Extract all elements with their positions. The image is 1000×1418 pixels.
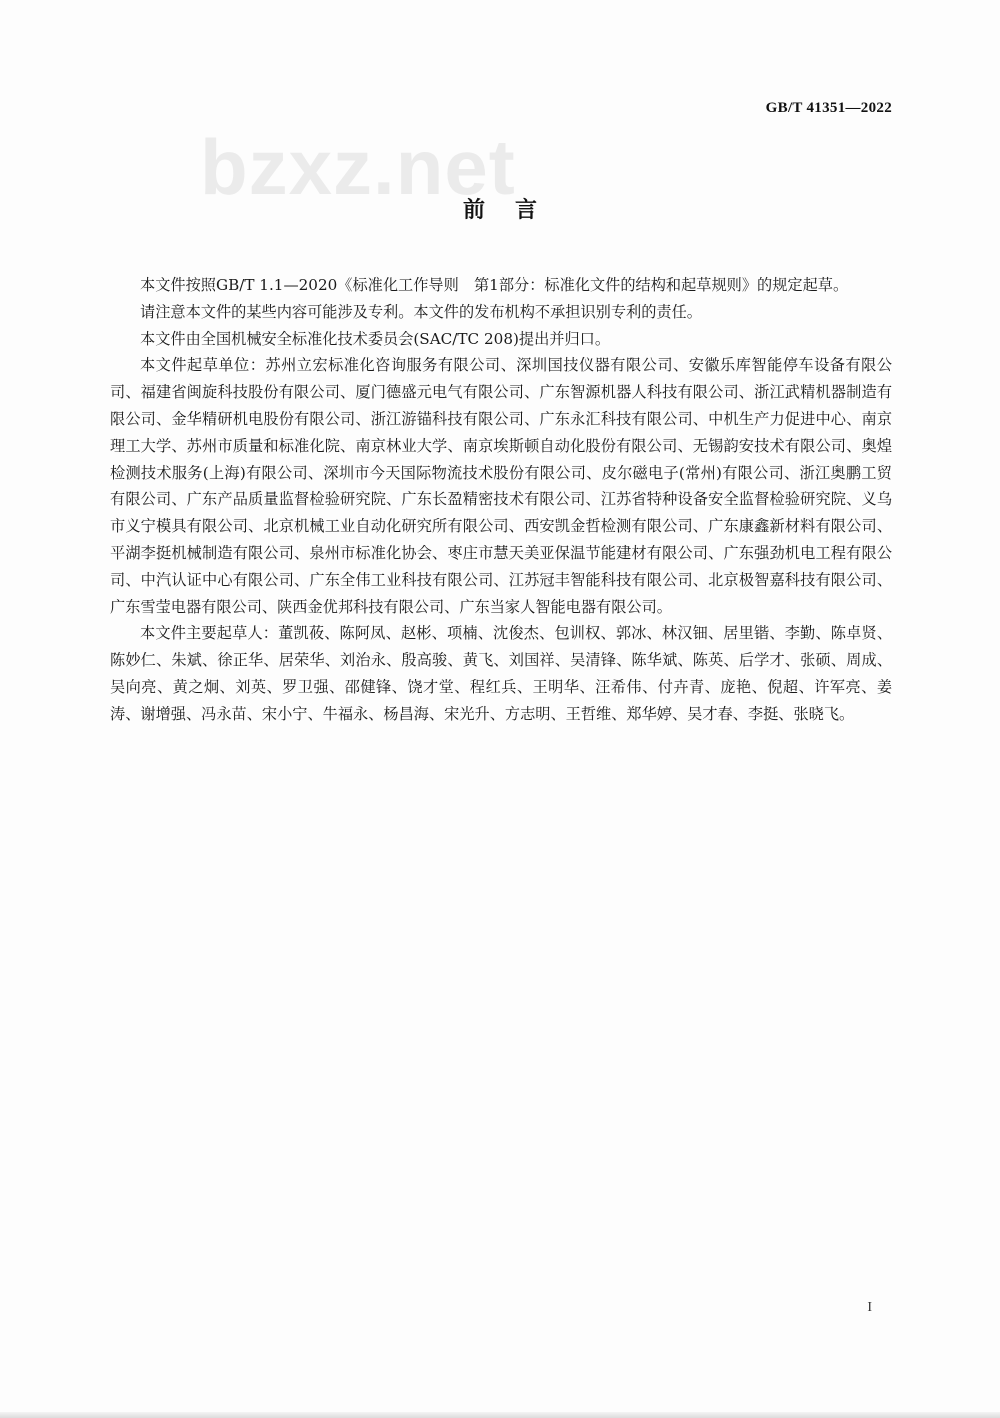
page-bottom-edge	[0, 1412, 1000, 1418]
watermark: bzxz.net	[200, 123, 516, 211]
standard-code: GB/T 41351—2022	[765, 100, 892, 116]
paragraph-patent-notice: 请注意本文件的某些内容可能涉及专利。本文件的发布机构不承担识别专利的责任。	[140, 302, 702, 321]
paragraph-drafting-units: 本文件起草单位：苏州立宏标准化咨询服务有限公司、深圳国技仪器有限公司、安徽乐库智能停车设备有限公司、福建省闽旋科技股份有限公司、厦门德盛元电气有限公司、广东智源机器人科技有限公司、浙江武精机器制造有限公司、金华精研机电股份有限公司、浙江游锚科技有限公司、广东永汇科技有限公司、中机生产力促进中心、南京理工大学、苏州市质量和标准化院、南京林业大学、南京埃斯顿自动化股份有限公司、无锡韵安技术有限公司、奥煌检测技术服务(上海)有限公司、深圳市今天国际物流技术股份有限公司、皮尔磁电子(常州)有限公司、浙江奥鹏工贸有限公司、广东产品质量监督检验研究院、广东长盈精密技术有限公司、江苏省特种设备安全监督检验研究院、义乌市义宁模具有限公司、北京机械工业自动化研究所有限公司、西安凯金哲检测有限公司、广东康鑫新材料有限公司、平湖李挺机械制造有限公司、泉州市标准化协会、枣庄市慧天美亚保温节能建材有限公司、广东强劲机电工程有限公司、中汽认证中心有限公司、广东全伟工业科技有限公司、江苏冠丰智能科技有限公司、北京极智嘉科技有限公司、广东雪莹电器有限公司、陕西金优邦科技有限公司、广东当家人智能电器有限公司。	[110, 356, 892, 616]
paragraph-proposer: 本文件由全国机械安全标准化技术委员会(SAC/TC 208)提出并归口。	[140, 329, 611, 348]
foreword-body	[110, 272, 892, 728]
paragraph-drafting-rules: 本文件按照GB/T 1.1—2020《标准化工作导则 第1部分：标准化文件的结构和起草规则》的规定起草。	[140, 276, 849, 294]
page-title: 前言	[462, 198, 567, 223]
paragraph-drafters: 本文件主要起草人：董凯莜、陈阿凤、赵彬、项楠、沈俊杰、包训权、郭冰、林汉钿、居里锴、李勤、陈卓贤、陈妙仁、朱斌、徐正华、居荣华、刘治永、殷高骏、黄飞、刘国祥、吴清锋、陈华斌、陈英、后学才、张硕、周成、吴向亮、黄之炯、刘英、罗卫强、邵健锋、饶才堂、程红兵、王明华、汪希伟、付卉青、庞艳、倪超、许军亮、姜涛、谢增强、冯永苗、宋小宁、牛福永、杨昌海、宋光升、方志明、王哲维、郑华婷、吴才春、李挺、张晓飞。	[110, 624, 892, 723]
page-number: I	[867, 1300, 872, 1315]
